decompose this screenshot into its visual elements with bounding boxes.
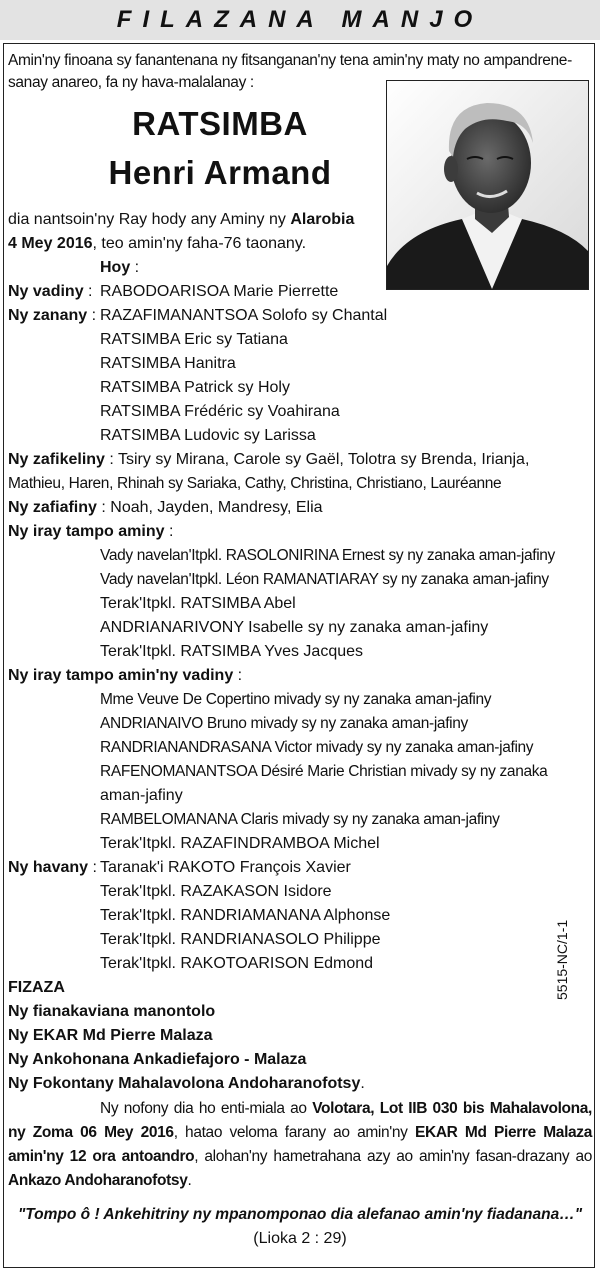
death-date: 4 Mey 2016 xyxy=(8,235,93,252)
havany-line xyxy=(8,856,97,880)
funeral-place: Volotara, Lot IIB 030 bis Mahalavolona, ny Zoma 06 Mey 2016 xyxy=(8,1100,592,1141)
banner-title: FILAZANA MANJO xyxy=(116,6,484,33)
closing-quote: "Tompo ô ! Ankehitriny ny mpanomponao dia alefanao amin'ny fiadanana…" xyxy=(17,1206,583,1223)
portrait-icon xyxy=(387,81,588,289)
iray-tampo-aminy-item: Terak'Itpkl. RATSIMBA Abel xyxy=(100,595,296,612)
death-line-1 xyxy=(8,208,380,232)
iray-tampo-vadiny-colon: : xyxy=(233,667,243,684)
institution-period: . xyxy=(360,1075,365,1092)
iray-tampo-vadiny-item: aman-jafiny xyxy=(100,787,183,804)
institution-line: Ny fianakaviana manontolo xyxy=(8,1003,216,1020)
funeral-t2: , hatao veloma farany ao amin'ny xyxy=(173,1124,415,1141)
reference-code: 5515-NC/1-1 xyxy=(554,919,570,1000)
havany-item: Terak'Itpkl. RANDRIANASOLO Philippe xyxy=(100,931,381,948)
iray-tampo-vadiny-item: Terak'Itpkl. RAZAFINDRAMBOA Michel xyxy=(100,835,380,852)
vadiny-label: Ny vadiny xyxy=(8,283,84,300)
intro-line-2: sanay anareo, fa ny hava-malalanay : xyxy=(8,74,254,91)
zanany-line xyxy=(8,304,96,328)
iray-tampo-aminy-line xyxy=(8,520,173,544)
header-banner xyxy=(0,0,600,40)
havany-item: Terak'Itpkl. RAKOTOARISON Edmond xyxy=(100,955,374,972)
iray-tampo-vadiny-label: Ny iray tampo amin'ny vadiny xyxy=(8,667,234,684)
death-line-2 xyxy=(8,232,306,256)
iray-tampo-vadiny-item: ANDRIANAIVO Bruno mivady sy ny zanaka aman-jafiny xyxy=(100,715,468,732)
hoy-colon: : xyxy=(130,259,140,276)
institution-line: FIZAZA xyxy=(8,979,65,996)
funeral-t3: , alohan'ny hametrahana azy ao amin'ny fasan-drazany ao xyxy=(194,1148,593,1165)
iray-tampo-aminy-colon: : xyxy=(164,523,174,540)
institution-line: Ny Fokontany Mahalavolona Andoharanofotsy xyxy=(8,1075,361,1092)
iray-tampo-vadiny-item: RANDRIANANDRASANA Victor mivady sy ny zanaka aman-jafiny xyxy=(100,739,534,756)
funeral-paragraph xyxy=(8,1097,592,1193)
iray-tampo-aminy-item: Vady navelan'Itpkl. Léon RAMANATIARAY sy ny zanaka aman-jafiny xyxy=(100,571,549,588)
institution-last-line xyxy=(8,1072,365,1096)
zanany-item: RATSIMBA Patrick sy Holy xyxy=(100,379,290,396)
death-post: , teo amin'ny faha-76 taonany. xyxy=(92,235,307,252)
zafikeliny-line-1 xyxy=(8,448,529,472)
havany-colon: : xyxy=(88,859,97,876)
zafikeliny-label: Ny zafikeliny xyxy=(8,451,105,468)
iray-tampo-vadiny-item: Mme Veuve De Copertino mivady sy ny zanaka aman-jafiny xyxy=(100,691,492,708)
zanany-item: RATSIMBA Eric sy Tatiana xyxy=(100,331,288,348)
zanany-item: RATSIMBA Frédéric sy Voahirana xyxy=(100,403,340,420)
death-day: Alarobia xyxy=(290,211,355,228)
iray-tampo-aminy-item: Vady navelan'Itpkl. RASOLONIRINA Ernest sy ny zanaka aman-jafiny xyxy=(100,547,555,564)
deceased-given-names: Henri Armand xyxy=(108,154,332,191)
death-pre: dia nantsoin'ny Ray hody any Aminy ny xyxy=(8,211,291,228)
vadiny-line xyxy=(8,280,92,304)
zafiafiny-value: : Noah, Jayden, Mandresy, Elia xyxy=(96,499,323,516)
havany-item: Terak'Itpkl. RAZAKASON Isidore xyxy=(100,883,332,900)
zanany-label: Ny zanany xyxy=(8,307,88,324)
zanany-colon: : xyxy=(87,307,97,324)
iray-tampo-aminy-item: Terak'Itpkl. RATSIMBA Yves Jacques xyxy=(100,643,364,660)
quote-reference: (Lioka 2 : 29) xyxy=(253,1230,347,1247)
funeral-t1: Ny nofony dia ho enti-miala ao xyxy=(100,1100,313,1117)
funeral-tomb: Ankazo Andoharanofotsy xyxy=(8,1172,188,1189)
iray-tampo-aminy-label: Ny iray tampo aminy xyxy=(8,523,165,540)
institution-line: Ny EKAR Md Pierre Malaza xyxy=(8,1027,213,1044)
institution-line: Ny Ankohonana Ankadiefajoro - Malaza xyxy=(8,1051,307,1068)
zafiafiny-label: Ny zafiafiny xyxy=(8,499,97,516)
zanany-item: RAZAFIMANANTSOA Solofo sy Chantal xyxy=(100,307,388,324)
portrait-photo xyxy=(386,80,589,290)
vadiny-value: RABODOARISOA Marie Pierrette xyxy=(100,283,339,300)
zafikeliny-text-1: : Tsiry sy Mirana, Carole sy Gaël, Tolotra sy Brenda, Irianja, xyxy=(104,451,530,468)
iray-tampo-aminy-item: ANDRIANARIVONY Isabelle sy ny zanaka aman-jafiny xyxy=(100,619,489,636)
vadiny-colon: : xyxy=(83,283,93,300)
iray-tampo-vadiny-line xyxy=(8,664,242,688)
havany-label: Ny havany xyxy=(8,859,89,876)
funeral-church: EKAR Md Pierre Malaza amin'ny 12 ora antoandro xyxy=(8,1124,592,1165)
iray-tampo-vadiny-item: RAMBELOMANANA Claris mivady sy ny zanaka aman-jafiny xyxy=(100,811,500,828)
havany-item: Taranak'i RAKOTO François Xavier xyxy=(100,859,351,876)
deceased-surname: RATSIMBA xyxy=(132,105,308,142)
hoy-line xyxy=(100,256,139,280)
zafiafiny-line xyxy=(8,496,323,520)
zafikeliny-text-2: Mathieu, Haren, Rhinah sy Sariaka, Cathy, Christina, Christiano, Lauréanne xyxy=(8,475,502,492)
hoy-label: Hoy xyxy=(100,259,131,276)
zanany-item: RATSIMBA Hanitra xyxy=(100,355,236,372)
zanany-item: RATSIMBA Ludovic sy Larissa xyxy=(100,427,316,444)
intro-line-1: Amin'ny finoana sy fanantenana ny fitsanganan'ny tena amin'ny maty no ampandrene- xyxy=(8,52,572,69)
funeral-t4: . xyxy=(187,1172,192,1189)
havany-item: Terak'Itpkl. RANDRIAMANANA Alphonse xyxy=(100,907,391,924)
iray-tampo-vadiny-item: RAFENOMANANTSOA Désiré Marie Christian mivady sy ny zanaka xyxy=(100,763,548,780)
